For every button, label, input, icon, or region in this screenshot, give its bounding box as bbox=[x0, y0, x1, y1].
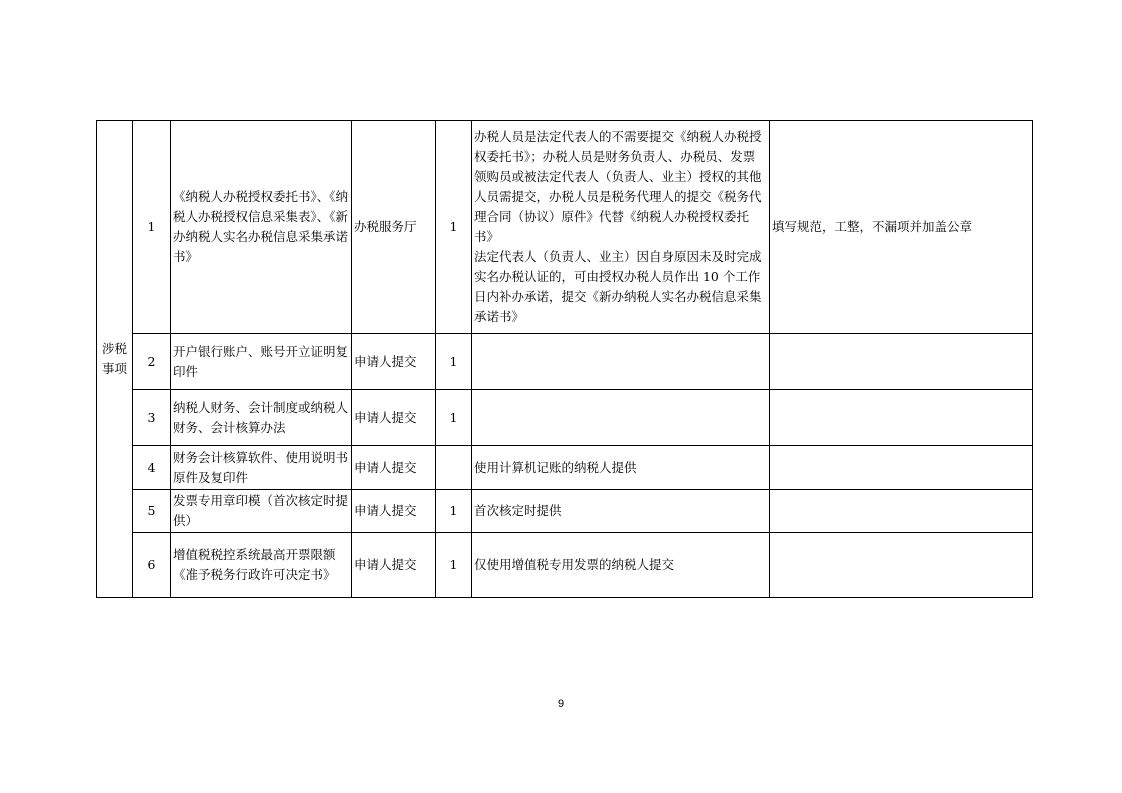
material-quantity: 1 bbox=[436, 390, 472, 446]
material-source: 申请人提交 bbox=[352, 334, 436, 390]
material-requirement bbox=[770, 533, 1033, 598]
material-quantity: 1 bbox=[436, 334, 472, 390]
material-note: 首次核定时提供 bbox=[472, 490, 770, 533]
material-note bbox=[472, 390, 770, 446]
material-quantity bbox=[436, 446, 472, 490]
material-source: 申请人提交 bbox=[352, 490, 436, 533]
row-number: 6 bbox=[133, 533, 171, 598]
note-line: 法定代表人（负责人、业主）因自身原因未及时完成实名办税认证的，可由授权办税人员作出 10 个工作日内补办承诺，提交《新办纳税人实名办税信息采集承诺书》 bbox=[474, 249, 762, 324]
material-quantity: 1 bbox=[436, 490, 472, 533]
row-number: 1 bbox=[133, 121, 171, 334]
page-number: 9 bbox=[557, 698, 565, 710]
material-name: 发票专用章印模（首次核定时提供） bbox=[171, 490, 352, 533]
material-note bbox=[472, 334, 770, 390]
material-requirement bbox=[770, 334, 1033, 390]
row-number: 4 bbox=[133, 446, 171, 490]
material-quantity: 1 bbox=[436, 533, 472, 598]
material-requirement bbox=[770, 446, 1033, 490]
note-line: 办税人员是法定代表人的不需要提交《纳税人办税授权委托书》；办税人员是财务负责人、办税员、发票领购员或被法定代表人（负责人、业主）授权的其他人员需提交，办税人员是税务代理人的提交《税务代理合同（协议）原件》代替《纳税人办税授权委托书》 bbox=[474, 129, 762, 244]
material-name: 纳税人财务、会计制度或纳税人财务、会计核算办法 bbox=[171, 390, 352, 446]
table-row bbox=[97, 490, 1033, 533]
table-row bbox=[97, 446, 1033, 490]
material-name: 开户银行账户、账号开立证明复印件 bbox=[171, 334, 352, 390]
row-number: 5 bbox=[133, 490, 171, 533]
material-name: 增值税税控系统最高开票限额《准予税务行政许可决定书》 bbox=[171, 533, 352, 598]
table-row bbox=[97, 121, 1033, 334]
row-number: 2 bbox=[133, 334, 171, 390]
material-note bbox=[472, 121, 770, 334]
material-note: 仅使用增值税专用发票的纳税人提交 bbox=[472, 533, 770, 598]
material-note: 使用计算机记账的纳税人提供 bbox=[472, 446, 770, 490]
material-name: 《纳税人办税授权委托书》、《纳税人办税授权信息采集表》、《新办纳税人实名办税信息采集承诺书》 bbox=[171, 121, 352, 334]
material-source: 办税服务厅 bbox=[352, 121, 436, 334]
material-name: 财务会计核算软件、使用说明书原件及复印件 bbox=[171, 446, 352, 490]
material-source: 申请人提交 bbox=[352, 533, 436, 598]
material-requirement: 填写规范，工整，不漏项并加盖公章 bbox=[770, 121, 1033, 334]
table-row bbox=[97, 533, 1033, 598]
row-number: 3 bbox=[133, 390, 171, 446]
table-row bbox=[97, 390, 1033, 446]
material-quantity: 1 bbox=[436, 121, 472, 334]
category-cell: 涉税事项 bbox=[97, 121, 133, 598]
table-row bbox=[97, 334, 1033, 390]
material-requirement bbox=[770, 390, 1033, 446]
material-source: 申请人提交 bbox=[352, 446, 436, 490]
material-requirement bbox=[770, 490, 1033, 533]
material-source: 申请人提交 bbox=[352, 390, 436, 446]
materials-table bbox=[96, 120, 1033, 598]
